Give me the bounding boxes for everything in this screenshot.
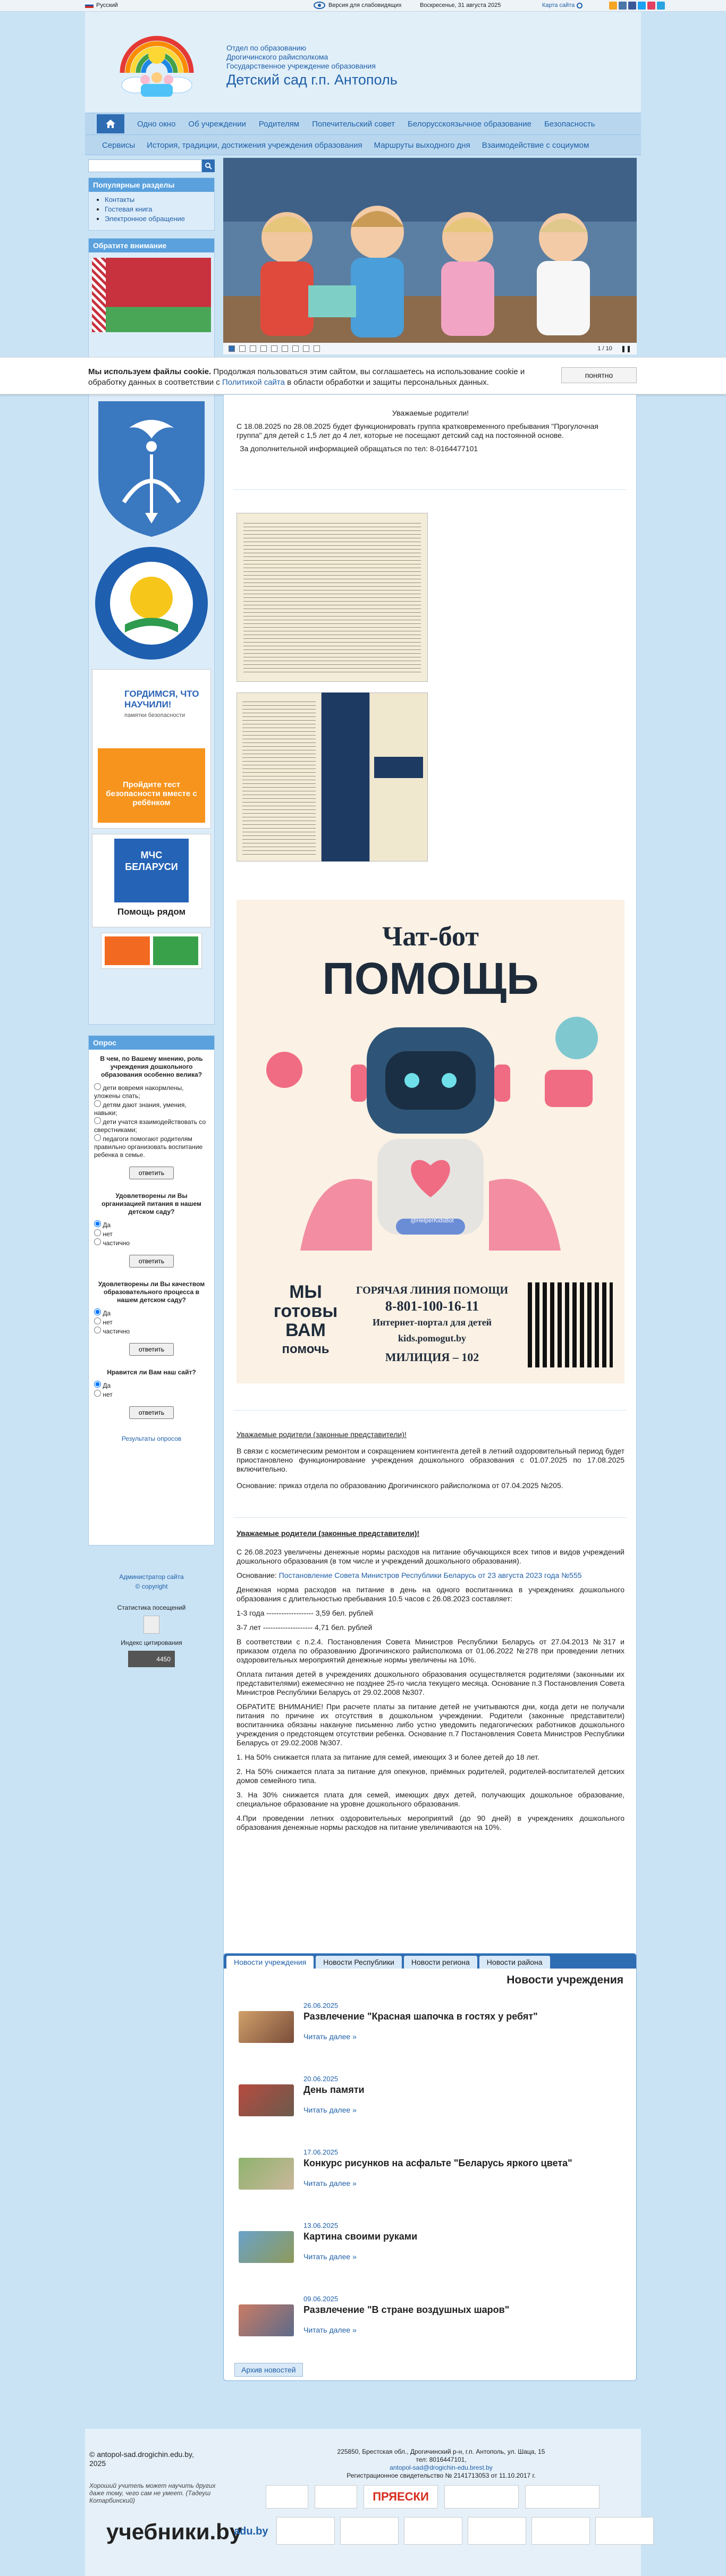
- news-item[interactable]: 26.06.2025 Развлечение "Красная шапочка в гостях у ребят" Читать далее »: [239, 2001, 621, 2065]
- document-image-1[interactable]: [237, 513, 428, 682]
- slide-dot[interactable]: [229, 345, 235, 352]
- poll-option[interactable]: частично: [94, 1238, 209, 1247]
- news-item[interactable]: 09.06.2025 Развлечение "В стране воздушных шаров" Читать далее »: [239, 2295, 621, 2359]
- poll-option[interactable]: детям дают знания, умения, навыки;: [94, 1101, 187, 1117]
- nav-item-routes[interactable]: Маршруты выходного дня: [374, 141, 470, 150]
- mchs-banner[interactable]: МЧС БЕЛАРУСИ Помощь рядом: [92, 834, 211, 927]
- poll-question-3: Удовлетворены ли Вы качеством образовательного процесса в нашем детском саду?: [98, 1280, 205, 1304]
- popular-link-contacts[interactable]: Контакты: [105, 196, 135, 204]
- slide-dot[interactable]: [239, 345, 246, 352]
- social-links: [609, 2, 665, 10]
- admin-link[interactable]: Администратор сайта: [119, 1573, 184, 1581]
- partner-logo[interactable]: ПРЯЕСКИ: [364, 2485, 438, 2509]
- sitemap-link[interactable]: Карта сайта: [542, 2, 575, 9]
- news-thumbnail[interactable]: [239, 2304, 294, 2336]
- news-tabs: [223, 1953, 637, 2381]
- main-content: [223, 394, 637, 2207]
- partner-logo[interactable]: [276, 2517, 335, 2545]
- partner-banner[interactable]: [101, 933, 202, 969]
- news-item[interactable]: 13.06.2025 Картина своими руками Читать далее »: [239, 2222, 621, 2285]
- nav-item-board[interactable]: Попечительский совет: [312, 119, 395, 129]
- slide-dot[interactable]: [292, 345, 299, 352]
- poll-option[interactable]: педагоги помогают родителям правильно организовать воспитание ребенка в семье.: [94, 1135, 203, 1159]
- poll-option[interactable]: частично: [94, 1327, 209, 1336]
- poll-radio[interactable]: [94, 1100, 101, 1107]
- twitter-icon[interactable]: [638, 2, 646, 10]
- language-selector[interactable]: Русский: [85, 2, 118, 9]
- poll-radio[interactable]: [94, 1238, 101, 1245]
- copyright-link[interactable]: © copyright: [135, 1583, 168, 1590]
- cookie-banner: [0, 357, 726, 394]
- stats-counter-icon[interactable]: [143, 1616, 159, 1634]
- read-more-link[interactable]: Читать далее »: [303, 2326, 357, 2334]
- poll-radio[interactable]: [94, 1134, 101, 1141]
- vote-button-4[interactable]: ответить: [129, 1406, 174, 1419]
- search-icon: [205, 163, 212, 170]
- footer-quote: Хороший учитель может научить других даже тому, чего сам не умеет. (Тадеуш Котарбинский): [89, 2482, 216, 2504]
- poll-radio[interactable]: [94, 1083, 101, 1090]
- home-icon: [105, 119, 116, 129]
- site-header: [85, 12, 641, 113]
- partner-logo[interactable]: [404, 2517, 462, 2545]
- slide-dot[interactable]: [250, 345, 256, 352]
- news-thumbnail[interactable]: [239, 2084, 294, 2116]
- poll-radio[interactable]: [94, 1308, 101, 1315]
- search-button[interactable]: [202, 159, 215, 172]
- news-thumbnail[interactable]: [239, 2158, 294, 2190]
- home-button[interactable]: [97, 114, 124, 133]
- poll-question-4: Нравится ли Вам наш сайт?: [107, 1369, 196, 1376]
- policy-link[interactable]: Политикой сайта: [222, 378, 285, 387]
- partner-logo[interactable]: [595, 2517, 654, 2545]
- slider-pause-icon[interactable]: ❚❚: [620, 345, 631, 352]
- poll-box: [88, 1035, 215, 1545]
- read-more-link[interactable]: Читать далее »: [303, 2106, 357, 2114]
- read-more-link[interactable]: Читать далее »: [303, 2252, 357, 2261]
- slide-dot[interactable]: [260, 345, 267, 352]
- instagram-icon[interactable]: [647, 2, 655, 10]
- news-tabbar: [224, 1954, 636, 1969]
- vote-button-3[interactable]: ответить: [129, 1343, 174, 1356]
- announcement-3: Уважаемые родители (законные представители)! С 26.08.2023 увеличены денежные нормы расходов на питание обучающихся всех типов и видов учреждений дошкольного образования (в том числе и учреждений дошкольного образования). Основание: Постановление Совета Министров Республики Беларусь от 23 августа 2023 года №555 Денежная норма расходов на питание в день на одного воспитанника в учреждениях дошкольного образования с длительностью пребывания 10.5 часов с 26.08.2023 составляет: 1-3 года ------------------- 3,59 бел. рублей 3-7 лет -------------------- 4,71 бел. рублей В соответствии с п.2.4. Постановления Совета Министров Республики Беларусь от 27.04.2013 №317 и приказом отдела по образованию Дрогичинского райисполкома от 01.06.2022 №278 при проведении летних оздоровительных мероприятий денежные нормы увеличены на 10%. Оплата питания детей в учреждениях дошкольного образования осуществляется родителями (законными их представителями) ежемесячно не позднее 25-го числа текущего месяца. Основание п.3 Постановления Совета Министров Республики Беларусь от 29.02.2008 №307. ОБРАТИТЕ ВНИМАНИЕ! При расчете платы за питание детей не учитываются дни, когда дети не получали питания по причине их отсутствия в дошкольном учреждении. Родители (законные представители) воспитанника обязаны накануне письменно либо устно уведомить педагогических работников дошкольного учреждения о предстоящем отсутствии ребенка. Основание п.7 Постановления Совета Министров Республики Беларусь от 29.02.2008 №307. 1. На 50% снижается плата за питание для семей, имеющих 3 и более детей до 18 лет. 2. На 50% снижается плата за питание для опекунов, приёмных родителей, родителей-воспитателей детских домов семейного типа. 3. На 30% снижается плата для семей, имеющих двух детей, получающих дошкольное образование, специальное образование на уровне дошкольного образования. 4.При проведении летних оздоровительных мероприятий (до 90 дней) в учреждениях дошкольного образования денежные нормы расходов на питание увеличиваются на 10%.: [237, 1529, 624, 1831]
- vote-button-2[interactable]: ответить: [129, 1255, 174, 1268]
- read-more-link[interactable]: Читать далее »: [303, 2179, 357, 2188]
- belarus-flag[interactable]: [92, 258, 211, 332]
- nav-item-belarusian[interactable]: Белорусскоязычное образование: [408, 119, 531, 129]
- nav-item-parents[interactable]: Родителям: [258, 119, 300, 129]
- footer-email[interactable]: antopol-sad@drogichin-edu.brest.by: [390, 2464, 493, 2471]
- footer-address: 225850, Брестская обл., Дрогичинский р-н, г.п. Антополь, ул. Шаца, 15 тел: 8016447101, antopol-sad@drogichin-edu.brest.by Регистрационное свидетельство № 2141713053 от 11.10.2017 г.: [337, 2448, 545, 2479]
- main-column: [223, 158, 637, 354]
- poll-option[interactable]: Да: [94, 1381, 209, 1390]
- popular-link-guestbook[interactable]: Гостевая книга: [105, 205, 153, 213]
- attention-heading: Обратите внимание: [89, 239, 214, 252]
- safety-banner[interactable]: ГОРДИМСЯ, ЧТО НАУЧИЛИ! памятки безопасности Пройдите тест безопасности вместе с ребёнком: [92, 669, 211, 829]
- partner-logo[interactable]: [444, 2485, 519, 2509]
- search-input[interactable]: [88, 159, 202, 172]
- poll-radio[interactable]: [94, 1390, 101, 1397]
- popular-link-appeal[interactable]: Электронное обращение: [105, 215, 185, 223]
- nav-row-2: [85, 134, 641, 156]
- partner-logos-row-2: [276, 2517, 654, 2545]
- adu-logo[interactable]: adu.by: [234, 2526, 268, 2537]
- partner-logo[interactable]: [531, 2517, 590, 2545]
- poll-heading: Опрос: [89, 1036, 214, 1050]
- tab-region-news[interactable]: Новости региона: [404, 1956, 477, 1969]
- poll-radio[interactable]: [94, 1220, 101, 1227]
- sidebar-footer: Администратор сайта © copyright Статистика посещений Индекс цитирования 4450: [88, 1572, 215, 1667]
- poll-radio[interactable]: [94, 1229, 101, 1236]
- decree-link[interactable]: Постановление Совета Министров Республики Беларусь от 23 августа 2023 года №555: [278, 1571, 582, 1580]
- slide-dot[interactable]: [314, 345, 320, 352]
- popular-heading: Популярные разделы: [89, 178, 214, 192]
- russian-flag-icon: [85, 3, 94, 8]
- news-item[interactable]: 20.06.2025 День памяти Читать далее »: [239, 2075, 621, 2139]
- children-photo: [223, 158, 637, 354]
- news-heading: Новости учреждения: [506, 1974, 623, 1986]
- photo-slider[interactable]: [223, 158, 637, 354]
- current-date: Воскресенье, 31 августа 2025: [420, 2, 501, 9]
- site-title: Детский сад г.п. Антополь: [226, 72, 398, 88]
- poll-option[interactable]: нет: [94, 1390, 209, 1399]
- nav-item-society[interactable]: Взаимодействие с социумом: [482, 141, 589, 150]
- announcement-1: Уважаемые родители! С 18.08.2025 по 28.08.2025 будет функционировать группа кратковременного пребывания "Прогулочная группа" для детей с 1,5 лет до 4 лет, которые не посещают детский сад на постоянной основе. За дополнительной информацией обращаться по тел: 8-0164477101: [237, 409, 598, 453]
- kindergarten-logo[interactable]: [114, 22, 199, 102]
- education-emblem[interactable]: [92, 545, 211, 662]
- brochure-back[interactable]: [369, 692, 428, 862]
- news-thumbnail[interactable]: [239, 2231, 294, 2263]
- popular-sections: [88, 178, 215, 231]
- eye-icon: [314, 2, 325, 9]
- poll-option[interactable]: дети вовремя накормлены, уложены спать;: [94, 1084, 184, 1100]
- site-footer: [85, 2429, 641, 2576]
- citation-counter[interactable]: 4450: [128, 1651, 175, 1667]
- slider-controls: [223, 343, 637, 354]
- poll-option[interactable]: Да: [94, 1220, 209, 1229]
- read-more-link[interactable]: Читать далее »: [303, 2032, 357, 2041]
- poll-option[interactable]: нет: [94, 1229, 209, 1238]
- poll-radio[interactable]: [94, 1117, 101, 1124]
- poll-results-link[interactable]: Результаты опросов: [121, 1435, 182, 1442]
- tab-institution-news[interactable]: Новости учреждения: [226, 1956, 314, 1969]
- ok-icon[interactable]: [609, 2, 617, 10]
- footer-copyright: © antopol-sad.drogichin.edu.by, 2025: [89, 2450, 194, 2468]
- robot-illustration: [237, 1006, 624, 1251]
- partner-logo[interactable]: [315, 2485, 357, 2509]
- slide-dot[interactable]: [282, 345, 288, 352]
- poll-question-2: Удовлетворены ли Вы организацией питания в нашем детском саду?: [102, 1192, 201, 1215]
- nav-item-about[interactable]: Об учреждении: [188, 119, 246, 129]
- tab-republic-news[interactable]: Новости Республики: [316, 1956, 402, 1969]
- uchebniki-logo[interactable]: учебники.by: [106, 2519, 242, 2544]
- announcement-2: Уважаемые родители (законные представители)! В связи с косметическим ремонтом и сокращением контингента детей в летний оздоровительный период будет приостановлено функционирование учреждения дошкольного образования с 01.07.2025 по 17.08.2025 включительно. Основание: приказ отдела по образованию Дрогичинского райисполкома от 07.04.2025 №205.: [237, 1430, 624, 1490]
- partner-logo[interactable]: [340, 2517, 399, 2545]
- accessibility-link[interactable]: Версия для слабовидящих: [314, 2, 402, 9]
- helpline-poster[interactable]: Чат-бот ПОМОЩЬ @HelperKidsBot МЫ готовы ВАМ помочь ГОРЯЧАЯ ЛИНИЯ ПОМОЩИ 8-801-100-16-11 Интернет-портал для детей kids.pomogut.by МИЛИЦИЯ – 102: [237, 900, 624, 1383]
- news-item[interactable]: 17.06.2025 Конкурс рисунков на асфальте "Беларусь яркого цвета" Читать далее »: [239, 2148, 621, 2212]
- slide-dot[interactable]: [271, 345, 277, 352]
- organization-names: Отдел по образованию Дрогичинского райисполкома Государственное учреждение образования: [226, 44, 376, 70]
- nav-row-1: [85, 113, 641, 134]
- district-coat-of-arms[interactable]: [92, 396, 211, 539]
- news-archive-button[interactable]: Архив новостей: [234, 2363, 303, 2377]
- vote-button-1[interactable]: ответить: [129, 1167, 174, 1179]
- poll-option[interactable]: нет: [94, 1317, 209, 1327]
- cookie-accept-button[interactable]: понятно: [561, 367, 637, 383]
- poll-radio[interactable]: [94, 1327, 101, 1333]
- main-navigation: [85, 113, 641, 155]
- poll-radio[interactable]: [94, 1317, 101, 1324]
- qr-code[interactable]: [528, 1282, 613, 1367]
- sidebar-search: [88, 159, 215, 172]
- document-image-2[interactable]: [237, 692, 322, 862]
- partner-logo[interactable]: [468, 2517, 526, 2545]
- partner-logo[interactable]: [266, 2485, 308, 2509]
- poll-question-1: В чем, по Вашему мнению, роль учреждения дошкольного образования особенно велика?: [100, 1055, 203, 1078]
- poll-option[interactable]: Да: [94, 1308, 209, 1317]
- vk-icon[interactable]: [619, 2, 627, 10]
- brochure-cover[interactable]: [322, 692, 369, 862]
- slide-dot[interactable]: [303, 345, 309, 352]
- partner-logo[interactable]: [525, 2485, 600, 2509]
- poll-option[interactable]: дети учатся взаимодействовать со сверстниками;: [94, 1118, 206, 1134]
- nav-item-one-window[interactable]: Одно окно: [137, 119, 176, 129]
- nav-item-history[interactable]: История, традиции, достижения учреждения образования: [147, 141, 362, 150]
- tab-district-news[interactable]: Новости района: [479, 1956, 550, 1969]
- facebook-icon[interactable]: [628, 2, 636, 10]
- slide-counter: 1 / 10: [597, 345, 612, 352]
- nav-item-services[interactable]: Сервисы: [102, 141, 136, 150]
- poll-radio[interactable]: [94, 1381, 101, 1388]
- nav-item-safety[interactable]: Безопасность: [544, 119, 595, 129]
- telegram-icon[interactable]: [657, 2, 665, 10]
- top-bar: [0, 0, 726, 12]
- attention-box: [88, 238, 215, 1025]
- partner-logos-row-1: [266, 2485, 600, 2509]
- news-thumbnail[interactable]: [239, 2011, 294, 2043]
- search-icon[interactable]: [577, 3, 583, 9]
- cookie-text: Мы используем файлы cookie. Продолжая пользоваться этим сайтом, вы соглашаетесь на использование cookie и обработку данных в соответствии с Политикой сайта в области обработки и защиты персональных данных.: [88, 367, 525, 387]
